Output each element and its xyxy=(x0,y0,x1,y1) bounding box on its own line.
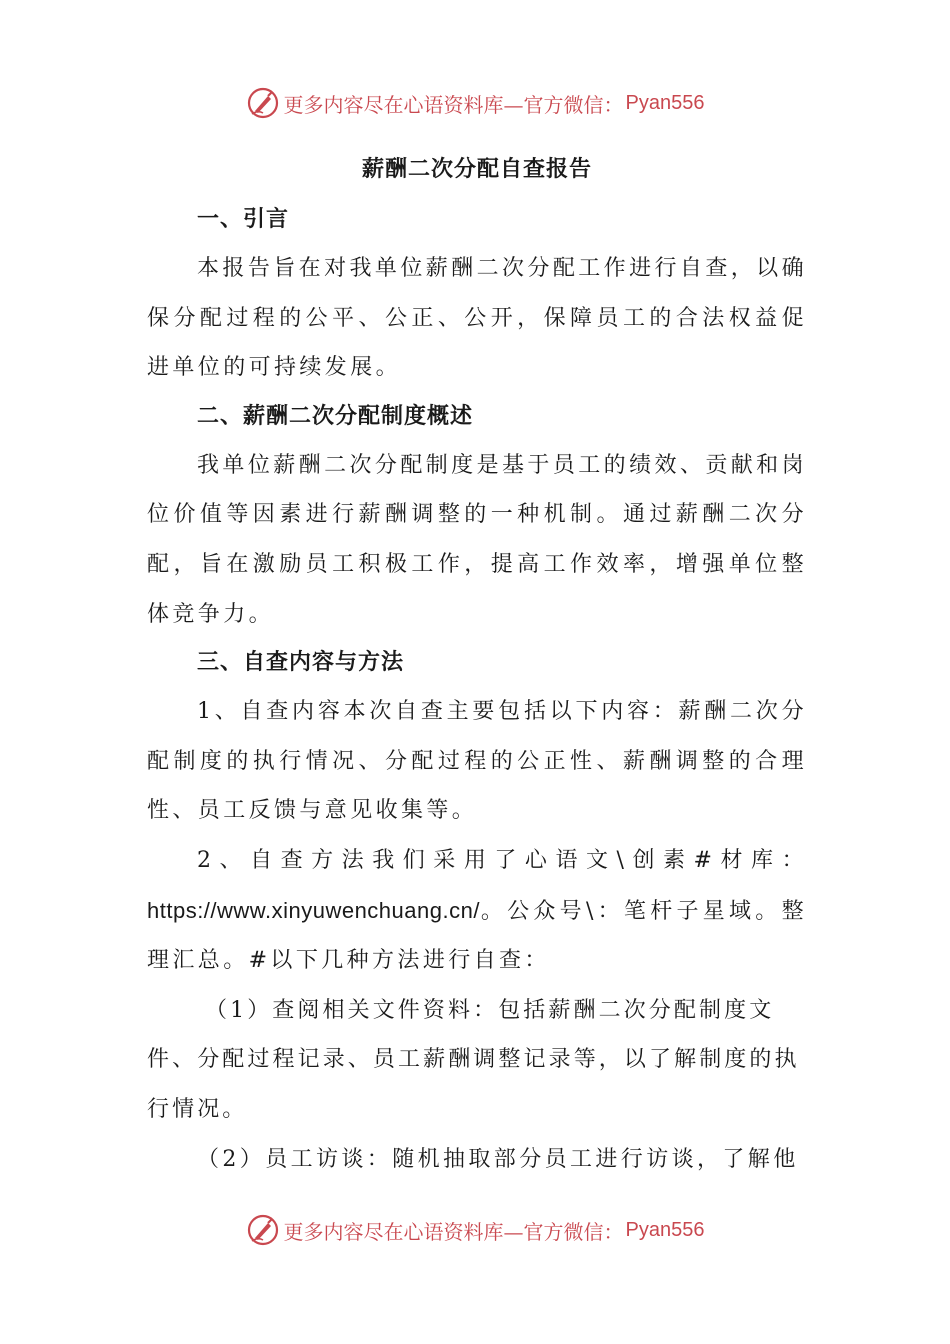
method-item-1: 1、自查内容本次自查主要包括以下内容：薪酬二次分配制度的执行情况、分配过程的公正性、薪酬调整的合理性、员工反馈与意见收集等。 xyxy=(147,699,807,824)
footer-watermark xyxy=(0,1210,950,1250)
watermark-text: 更多内容尽在心语资料库—官方微信： xyxy=(283,92,624,117)
pen-logo-icon xyxy=(246,1213,280,1247)
document-title: 薪酬二次分配自查报告 xyxy=(361,157,592,182)
method-item-2 xyxy=(147,836,807,986)
method-item-2-prefix: 2、自查方法我们采用了心语文\创素#材库： xyxy=(197,847,807,873)
method-item-2-suffix: 。公众号\：笔杆子星域。整理汇总。#以下几种方法进行自查： xyxy=(147,898,807,974)
method-subitem-2: （2）员工访谈：随机抽取部分员工进行访谈，了解他 xyxy=(197,1146,799,1172)
section-heading-overview: 二、薪酬二次分配制度概述 xyxy=(197,403,474,429)
section-overview-body: 我单位薪酬二次分配制度是基于员工的绩效、贡献和岗位价值等因素进行薪酬调整的一种机制。通过薪酬二次分配，旨在激励员工积极工作，提高工作效率，增强单位整体竞争力。 xyxy=(147,452,807,627)
header-watermark xyxy=(0,83,950,123)
watermark-wechat-id: Pyan556 xyxy=(625,1218,705,1241)
method-item-2-url: https://www.xinyuwenchuang.cn/ xyxy=(147,897,480,923)
section-intro-body: 本报告旨在对我单位薪酬二次分配工作进行自查，以确保分配过程的公平、公正、公开，保障员工的合法权益促进单位的可持续发展。 xyxy=(147,256,807,381)
pen-logo-icon xyxy=(246,86,280,120)
section-heading-intro: 一、引言 xyxy=(197,207,290,232)
section-heading-method: 三、自查内容与方法 xyxy=(197,650,405,676)
watermark-text: 更多内容尽在心语资料库—官方微信： xyxy=(283,1219,624,1244)
watermark-wechat-id: Pyan556 xyxy=(625,91,705,114)
method-subitem-1: （1）查阅相关文件资料：包括薪酬二次分配制度文件、分配过程记录、员工薪酬调整记录等，以了解制度的执行情况。 xyxy=(147,997,800,1122)
document-body xyxy=(147,150,807,1184)
